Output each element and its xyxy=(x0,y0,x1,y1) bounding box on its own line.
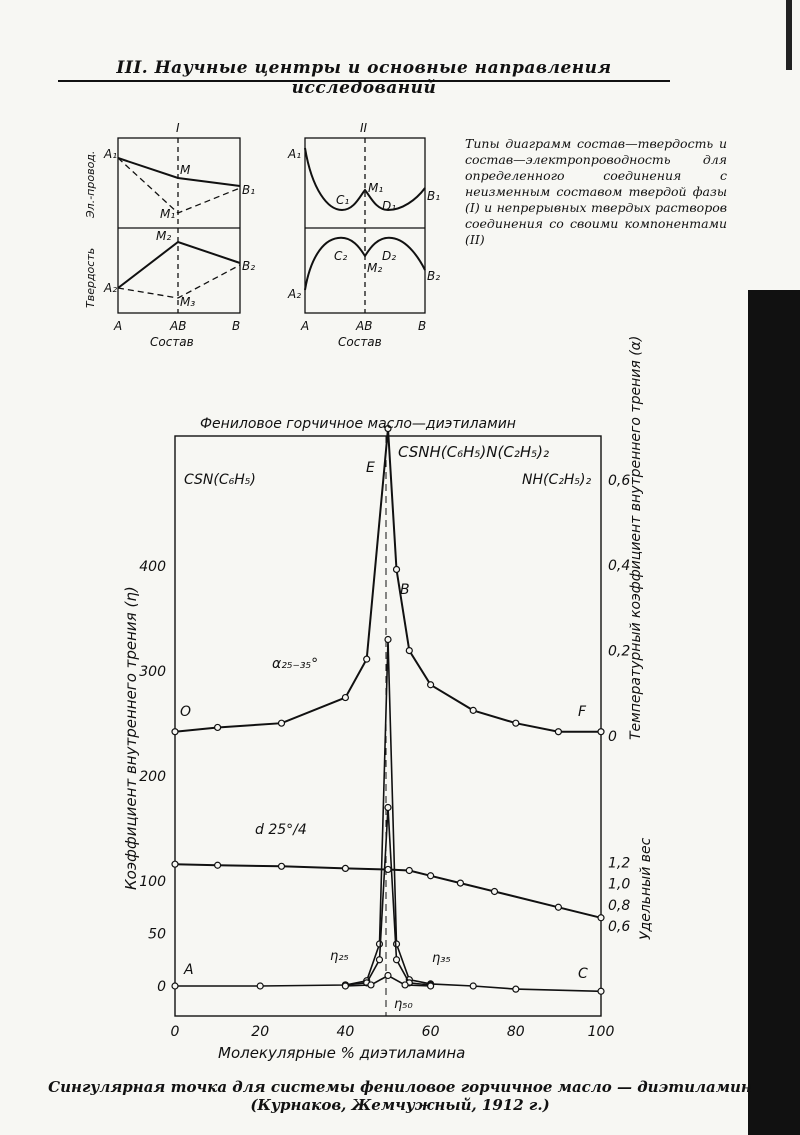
y-right-top-tick-0,6: 0,6 xyxy=(608,472,631,489)
y-left-tick-400: 400 xyxy=(139,559,166,575)
x-axis-label: Молекулярные % диэтиламина xyxy=(218,1044,466,1062)
eta35-point-3 xyxy=(385,805,391,811)
y-left-tick-200: 200 xyxy=(139,769,166,785)
panel-II-title: II xyxy=(360,121,368,135)
svg-text:A: A xyxy=(301,319,310,333)
page-header: III. Научные центры и основные направления исследований xyxy=(58,58,670,82)
y-left-tick-100: 100 xyxy=(139,874,166,890)
eta35-point-4 xyxy=(394,957,400,963)
svg-text:A₁: A₁ xyxy=(104,147,118,161)
y-right-top-label: Температурный коэффициент внутреннего трения (α) xyxy=(628,335,644,740)
svg-text:C₁: C₁ xyxy=(336,193,350,207)
density-point-4 xyxy=(385,866,391,872)
alpha-point-0 xyxy=(172,729,178,735)
eta50-point-0 xyxy=(342,983,348,989)
alpha-point-2 xyxy=(279,720,285,726)
y-right-top-tick-0,2: 0,2 xyxy=(608,643,631,660)
eta50-point-3 xyxy=(402,982,408,988)
svg-text:A₂: A₂ xyxy=(104,281,118,295)
ylabel-top: Эл.-провод. xyxy=(84,150,97,218)
svg-text:M₃: M₃ xyxy=(180,295,196,309)
eta50-point-1 xyxy=(368,982,374,988)
eta25-point-1 xyxy=(257,983,263,989)
eta25-point-10 xyxy=(513,986,519,992)
svg-text:B₂: B₂ xyxy=(427,269,440,283)
density-point-8 xyxy=(492,889,498,895)
svg-text:AB: AB xyxy=(356,319,373,333)
svg-text:A: A xyxy=(114,319,123,333)
caption-line-1: Сингулярная точка для системы фениловое горчичное масло — диэтиламин xyxy=(48,1078,752,1096)
compound-left: CSN(C₆H₅) xyxy=(184,472,256,488)
svg-text:B₁: B₁ xyxy=(242,183,256,197)
y-right-bottom-tick-1,0: 1,0 xyxy=(608,876,631,893)
x-tick-80: 80 xyxy=(506,1024,525,1040)
density-point-5 xyxy=(406,868,412,874)
y-right-bottom-tick-1,2: 1,2 xyxy=(608,855,631,872)
label-eta25: η₂₅ xyxy=(330,949,349,964)
point-B: B xyxy=(400,582,410,598)
alpha-point-8 xyxy=(428,682,434,688)
y-left-tick-50: 50 xyxy=(148,926,166,943)
svg-text:D₁: D₁ xyxy=(382,199,397,213)
side-caption: Типы диаграмм состав—твердость и состав—электропроводность для определенного соединения с неизменным составом твердой фазы (I) и непрерывных твердых растворов соединения со своими компонентами (II) xyxy=(465,136,727,247)
point-F: F xyxy=(578,704,587,720)
eta25-point-5 xyxy=(385,637,391,643)
label-eta35: η₃₅ xyxy=(432,951,451,966)
svg-text:D₂: D₂ xyxy=(382,249,397,263)
chart-title: Фениловое горчичное масло—диэтиламин xyxy=(200,416,516,432)
x-tick-20: 20 xyxy=(251,1024,270,1040)
figure-caption xyxy=(40,1078,760,1114)
svg-text:A₂: A₂ xyxy=(288,287,302,301)
density-point-1 xyxy=(215,862,221,868)
svg-text:B₂: B₂ xyxy=(242,259,256,273)
y-right-bottom-label: Удельный вес xyxy=(638,837,654,940)
point-O: O xyxy=(180,704,192,720)
point-C: C xyxy=(578,966,588,982)
panel-I-title: I xyxy=(176,121,180,135)
eta25-point-0 xyxy=(172,983,178,989)
svg-text:C₂: C₂ xyxy=(334,249,348,263)
eta50-point-2 xyxy=(385,973,391,979)
alpha-point-10 xyxy=(513,720,519,726)
svg-text:B: B xyxy=(418,319,427,333)
svg-text:M₁: M₁ xyxy=(160,207,176,221)
alpha-point-12 xyxy=(598,729,604,735)
alpha-point-3 xyxy=(342,695,348,701)
y-right-bottom-tick-0,6: 0,6 xyxy=(608,919,631,935)
alpha-point-6 xyxy=(394,566,400,572)
ylabel-bottom: Твердость xyxy=(84,247,97,308)
x-tick-0: 0 xyxy=(170,1024,180,1040)
svg-text:AB: AB xyxy=(170,319,187,333)
y-right-top-tick-0,4: 0,4 xyxy=(608,558,631,575)
density-point-2 xyxy=(279,863,285,869)
density-point-6 xyxy=(428,873,434,879)
y-right-top-tick-0: 0 xyxy=(608,729,617,745)
svg-text:M: M xyxy=(180,163,191,177)
alpha-point-4 xyxy=(364,656,370,662)
compound-center: CSNH(C₆H₅)N(C₂H₅)₂ xyxy=(398,443,549,461)
y-left-tick-0: 0 xyxy=(157,979,166,995)
svg-text:A₁: A₁ xyxy=(288,147,302,161)
panel-II-xlabel: Состав xyxy=(338,335,382,349)
svg-text:B: B xyxy=(232,319,241,333)
y-right-bottom-tick-0,8: 0,8 xyxy=(608,897,631,914)
density-point-0 xyxy=(172,861,178,867)
y-left-tick-300: 300 xyxy=(139,664,166,680)
eta50-point-4 xyxy=(428,983,434,989)
density-point-3 xyxy=(342,865,348,871)
density-point-7 xyxy=(457,880,463,886)
x-tick-100: 100 xyxy=(587,1024,615,1040)
svg-text:B₁: B₁ xyxy=(427,189,440,203)
eta25-point-9 xyxy=(470,983,476,989)
alpha-point-7 xyxy=(406,648,412,654)
svg-text:M₁: M₁ xyxy=(368,181,384,195)
alpha-point-1 xyxy=(215,724,221,730)
label-alpha: α₂₅₋₃₅° xyxy=(272,656,319,672)
density-point-10 xyxy=(598,915,604,921)
label-density: d 25°/4 xyxy=(255,822,307,838)
point-A: A xyxy=(184,962,194,978)
y-left-label: Коэффициент внутреннего трения (η) xyxy=(122,586,140,890)
series-eta35 xyxy=(345,808,430,986)
eta25-point-11 xyxy=(598,988,604,994)
svg-text:M₂: M₂ xyxy=(367,261,383,275)
svg-text:M₂: M₂ xyxy=(156,229,172,243)
compound-right: NH(C₂H₅)₂ xyxy=(522,472,592,488)
alpha-point-9 xyxy=(470,707,476,713)
label-eta50: η₅₀ xyxy=(394,997,413,1012)
x-tick-60: 60 xyxy=(421,1024,440,1040)
x-tick-40: 40 xyxy=(336,1024,355,1040)
point-E: E xyxy=(366,460,375,476)
panel-I-xlabel: Состав xyxy=(150,335,194,349)
density-point-9 xyxy=(555,904,561,910)
caption-line-2: (Курнаков, Жемчужный, 1912 г.) xyxy=(250,1096,550,1114)
eta35-point-2 xyxy=(376,957,382,963)
alpha-point-11 xyxy=(555,729,561,735)
